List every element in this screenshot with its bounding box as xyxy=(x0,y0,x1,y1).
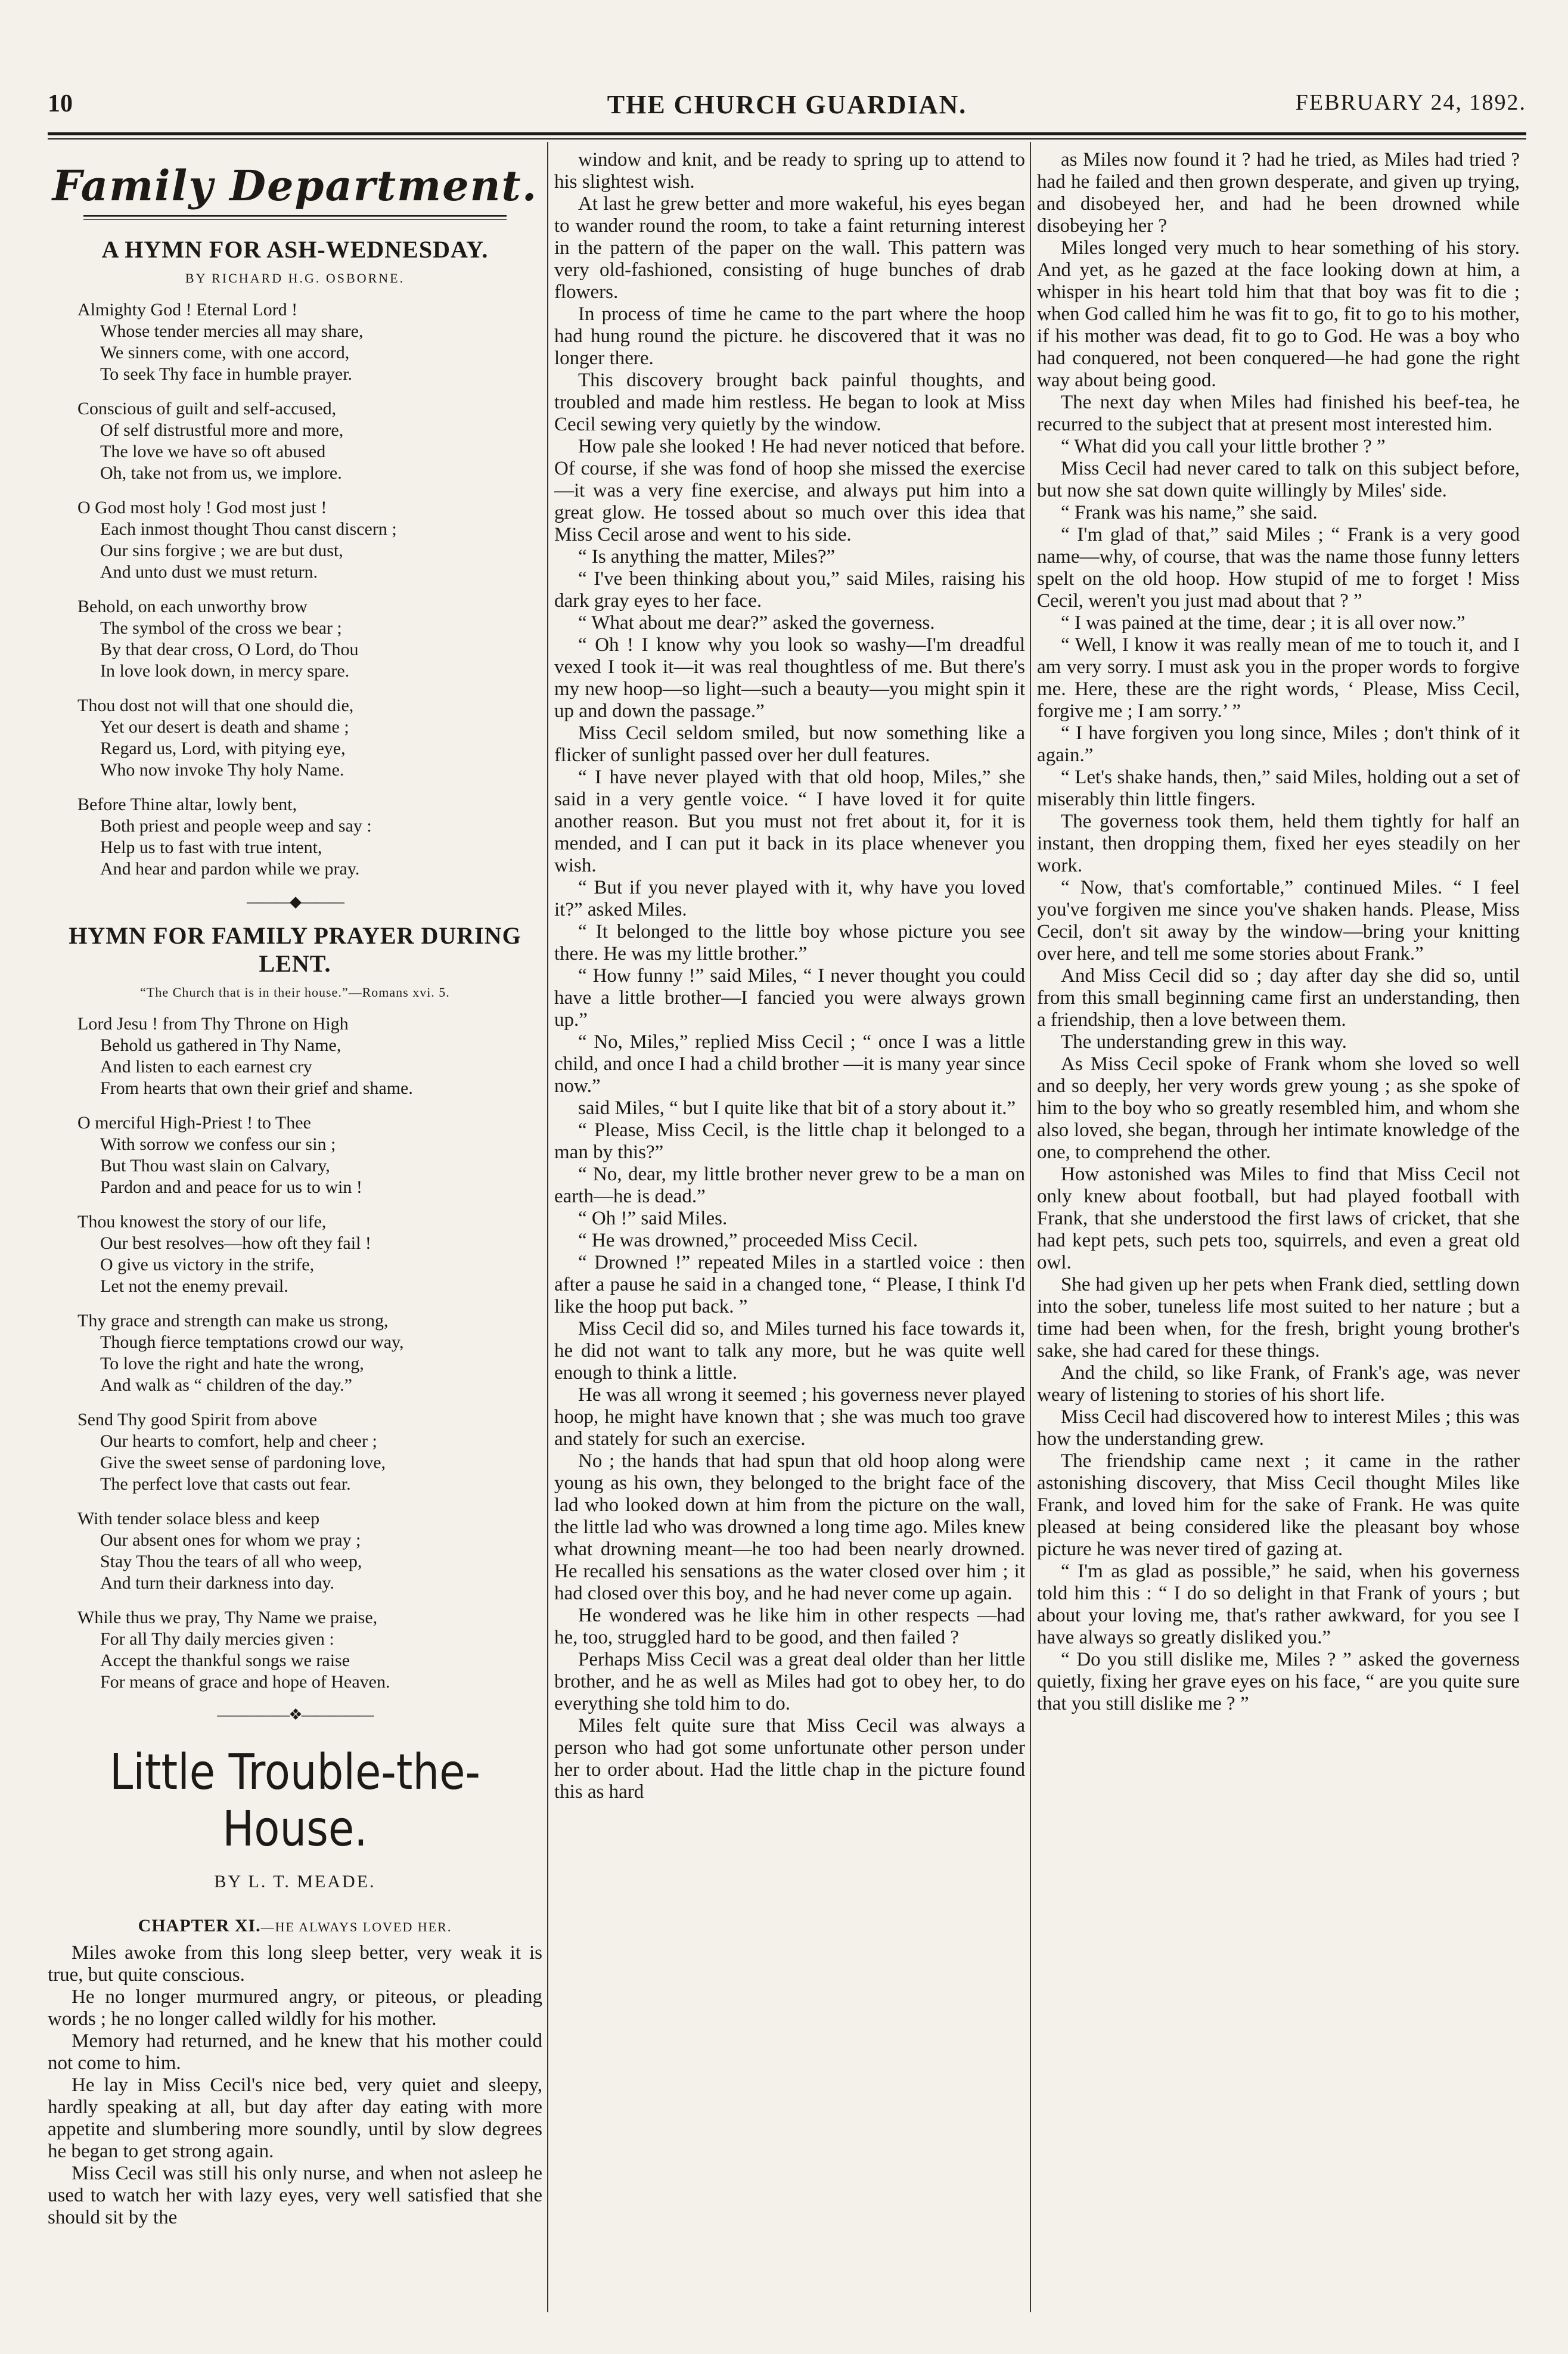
paragraph: “ How funny !” said Miles, “ I never thought you could have a little brother—I fancied you were always grown up.” xyxy=(554,965,1025,1031)
verse-line: Thou knowest the story of our life, xyxy=(77,1212,327,1232)
hymn-byline: BY RICHARD H.G. OSBORNE. xyxy=(185,271,405,286)
page-number: 10 xyxy=(48,90,73,117)
paragraph: Memory had returned, and he knew that his mother could not come to him. xyxy=(48,2030,542,2074)
verse-line: From hearts that own their grief and shame. xyxy=(100,1078,413,1098)
verse-line: Lord Jesu ! from Thy Throne on High xyxy=(77,1014,349,1034)
story-author: BY L. T. MEADE. xyxy=(214,1872,376,1891)
stanza xyxy=(77,1310,542,1396)
ornament-divider: ———◆——— xyxy=(247,893,343,910)
verse-line: For means of grace and hope of Heaven. xyxy=(100,1672,390,1692)
header-rule-thin xyxy=(48,138,1526,139)
column-1 xyxy=(48,149,542,2313)
verse-line: Though fierce temptations crowd our way, xyxy=(100,1332,404,1352)
paragraph: “ I was pained at the time, dear ; it is all over now.” xyxy=(1061,612,1465,634)
verse-line: And turn their darkness into day. xyxy=(100,1573,334,1593)
verse-line: Before Thine altar, lowly bent, xyxy=(77,795,297,814)
ornament-divider: —————❖————— xyxy=(217,1706,373,1723)
verse-line: With sorrow we confess our sin ; xyxy=(100,1134,336,1154)
story-text xyxy=(1037,149,1520,1715)
paragraph: “ What about me dear?” asked the governess. xyxy=(578,612,935,634)
stanza xyxy=(77,398,542,484)
paragraph: “ Now, that's comfortable,” continued Miles. “ I feel you've forgiven me since you've shaken hands. Please, Miss Cecil, don't sit away by the window—bring your knitting over here, and tell me some stories about Frank.” xyxy=(1037,877,1520,964)
column-2 xyxy=(554,149,1025,2313)
paragraph: This discovery brought back painful thoughts, and troubled and made him restless. He began to look at Miss Cecil sewing very quietly by the window. xyxy=(554,370,1025,435)
hymn-stanzas xyxy=(48,299,542,880)
verse-line: Behold us gathered in Thy Name, xyxy=(100,1035,341,1055)
verse-line: Regard us, Lord, with pitying eye, xyxy=(100,739,346,758)
paragraph: “ I'm glad of that,” said Miles ; “ Frank is a very good name—why, of course, that was the name those funny letters spelt on the old hoop. How stupid of me to forget ! Miss Cecil, weren't you just mad about that ? ” xyxy=(1037,524,1520,612)
paragraph: “ Oh !” said Miles. xyxy=(578,1208,728,1229)
verse-line: Help us to fast with true intent, xyxy=(100,838,322,857)
paragraph: Miss Cecil seldom smiled, but now something like a flicker of sunlight passed over her dull features. xyxy=(554,722,1025,766)
paragraph: Miss Cecil was still his only nurse, and when not asleep he used to watch her with lazy eyes, very well satisfied that she should sit by the xyxy=(48,2163,542,2228)
double-rule xyxy=(83,215,507,220)
paragraph: How astonished was Miles to find that Miss Cecil not only knew about football, but had played football with Frank, that she understood the first laws of cricket, that she had kept pets, such pets too, squirrels, and even a great old owl. xyxy=(1037,1164,1520,1273)
story-text xyxy=(48,1942,542,2229)
verse-line: For all Thy daily mercies given : xyxy=(100,1629,334,1649)
stanza xyxy=(77,794,542,880)
stanza xyxy=(77,1013,542,1099)
stanza xyxy=(77,1508,542,1594)
paragraph: He no longer murmured angry, or piteous, or pleading words ; he no longer called wildly for his mother. xyxy=(48,1986,542,2030)
verse-line: Our hearts to comfort, help and cheer ; xyxy=(100,1431,377,1451)
stanza xyxy=(77,1112,542,1198)
paragraph: “ Frank was his name,” she said. xyxy=(1061,502,1318,523)
verse-line: O give us victory in the strife, xyxy=(100,1255,315,1274)
verse-line: O God most holy ! God most just ! xyxy=(77,498,327,517)
issue-date: FEBRUARY 24, 1892. xyxy=(1295,90,1526,115)
paragraph: said Miles, “ but I quite like that bit of a story about it.” xyxy=(578,1097,1016,1119)
paragraph: “ Let's shake hands, then,” said Miles, holding out a set of miserably thin little fingers. xyxy=(1037,767,1520,810)
verse-line: Conscious of guilt and self-accused, xyxy=(77,399,337,418)
verse-line: Our absent ones for whom we pray ; xyxy=(100,1530,361,1550)
paragraph: “ Well, I know it was really mean of me to touch it, and I am very sorry. I must ask you in the proper words to forgive me. Here, these are the right words, ‘ Please, Miss Cecil, forgive me ; I am sorry.’ ” xyxy=(1037,634,1520,722)
paragraph: window and knit, and be ready to spring up to attend to his slightest wish. xyxy=(554,149,1025,193)
paragraph: And the child, so like Frank, of Frank's age, was never weary of listening to stories of his short life. xyxy=(1037,1362,1520,1406)
paragraph: “ No, dear, my little brother never grew to be a man on earth—he is dead.” xyxy=(554,1164,1025,1207)
paragraph: “ I have forgiven you long since, Miles ; don't think of it again.” xyxy=(1037,722,1520,766)
verse-line: Give the sweet sense of pardoning love, xyxy=(100,1453,386,1472)
header-rule-thick xyxy=(48,132,1526,135)
chapter-number: CHAPTER XI. xyxy=(138,1916,261,1936)
paragraph: At last he grew better and more wakeful, his eyes began to wander round the room, to take a faint returning interest in the pattern of the paper on the wall. This pattern was very old-fashioned, consisting of huge bunches of drab flowers. xyxy=(554,193,1025,303)
stanza xyxy=(77,299,542,385)
chapter-heading xyxy=(48,1916,542,1936)
verse-line: Of self distrustful more and more, xyxy=(100,420,344,440)
paragraph: As Miss Cecil spoke of Frank whom she loved so well and so deeply, her very words grew young ; as she spoke of him to the boy who so greatly resembled him, and whom she also loved, she began, through her intimate knowledge of the one, to comprehend the other. xyxy=(1037,1053,1520,1163)
paragraph: “ I have never played with that old hoop, Miles,” she said in a very gentle voice. “ I have loved it for quite another reason. But you must not fret about it, for it is mended, and I can put it back in its place whenever you wish. xyxy=(554,767,1025,876)
verse-line: Both priest and people weep and say : xyxy=(100,816,372,836)
stanza xyxy=(77,596,542,682)
paragraph: In process of time he came to the part where the hoop had hung round the picture. he discovered that it was no longer there. xyxy=(554,303,1025,369)
paragraph: “ I'm as glad as possible,” he said, when his governess told him this : “ I do so delight in that Frank of yours ; but about your loving me, that's rather awkward, for you see I have always so greatly disliked you.” xyxy=(1037,1561,1520,1648)
column-divider xyxy=(1030,142,1031,2312)
verse-line: Accept the thankful songs we raise xyxy=(100,1651,350,1670)
masthead xyxy=(48,89,1526,131)
verse-line: Let not the enemy prevail. xyxy=(100,1276,288,1296)
stanza xyxy=(77,497,542,583)
hymn-stanzas xyxy=(48,1013,542,1693)
paragraph: The understanding grew in this way. xyxy=(1061,1031,1347,1053)
newspaper-title: THE CHURCH GUARDIAN. xyxy=(607,90,967,119)
story-text xyxy=(554,149,1025,1803)
verse-line: Thou dost not will that one should die, xyxy=(77,696,354,715)
paragraph: “ But if you never played with it, why have you loved it?” asked Miles. xyxy=(554,877,1025,920)
verse-line: Pardon and and peace for us to win ! xyxy=(100,1177,362,1197)
paragraph: The governess took them, held them tightly for half an instant, then dropping them, fixed her eyes steadily on her work. xyxy=(1037,811,1520,876)
verse-line: We sinners come, with one accord, xyxy=(100,343,350,362)
verse-line: Our sins forgive ; we are but dust, xyxy=(100,541,343,560)
paragraph: “ It belonged to the little boy whose picture you see there. He was my little brother.” xyxy=(554,921,1025,964)
paragraph: Miles felt quite sure that Miss Cecil was always a person who had got some unfortunate other person under her to order about. Had the little chap in the picture found this as hard xyxy=(554,1715,1025,1803)
verse-line: Our best resolves—how oft they fail ! xyxy=(100,1233,371,1253)
paragraph: “ Do you still dislike me, Miles ? ” asked the governess quietly, fixing her grave eyes on his face, “ are you quite sure that you still dislike me ? ” xyxy=(1037,1649,1520,1714)
paragraph: Miles awoke from this long sleep better, very weak it is true, but quite conscious. xyxy=(48,1942,542,1986)
verse-line: The symbol of the cross we bear ; xyxy=(100,618,342,638)
paragraph: And Miss Cecil did so ; day after day she did so, until from this small beginning came first an understanding, then a friendship, then a love between them. xyxy=(1037,965,1520,1031)
paragraph: as Miles now found it ? had he tried, as Miles had tried ? had he failed and then grown desperate, and given up trying, and disobeyed her, and had he been drowned while disobeying her ? xyxy=(1037,149,1520,237)
verse-line: With tender solace bless and keep xyxy=(77,1509,320,1528)
verse-line: Yet our desert is death and shame ; xyxy=(100,717,349,737)
paragraph: The friendship came next ; it came in the rather astonishing discovery, that Miss Cecil thought Miles like Frank, and loved him for the sake of Frank. He was quite pleased at being considered like the pleasant boy whose picture he was never tired of gazing at. xyxy=(1037,1450,1520,1560)
stanza xyxy=(77,1409,542,1495)
paragraph: Miles longed very much to hear something of his story. And yet, as he gazed at the face looking down at him, a whisper in his heart told him that that boy was fit to die ; when God called him he was fit to go, fit to go to his mother, if his mother was dead, fit to go to God. He was a boy who had conquered, not been conquered—he had gone the right way about being good. xyxy=(1037,237,1520,391)
paragraph: Miss Cecil had never cared to talk on this subject before, but now she sat down quite willingly by Miles' side. xyxy=(1037,458,1520,501)
verse-line: And unto dust we must return. xyxy=(100,562,318,582)
verse-line: Send Thy good Spirit from above xyxy=(77,1410,317,1429)
verse-line: Each inmost thought Thou canst discern ; xyxy=(100,519,397,539)
paragraph: Miss Cecil had discovered how to interest Miles ; this was how the understanding grew. xyxy=(1037,1406,1520,1450)
verse-line: Behold, on each unworthy brow xyxy=(77,597,308,616)
verse-line: To love the right and hate the wrong, xyxy=(100,1354,364,1373)
paragraph: “ Oh ! I know why you look so washy—I'm dreadful vexed I took it—it was real thoughtless of me. But there's my new hoop—so light—such a beauty—you might spin it up and down the passage.” xyxy=(554,634,1025,722)
paragraph: He wondered was he like him in other respects —had he, too, struggled hard to be good, and then failed ? xyxy=(554,1605,1025,1648)
paragraph: “ What did you call your little brother ? ” xyxy=(1061,436,1386,457)
paragraph: “ I've been thinking about you,” said Miles, raising his dark gray eyes to her face. xyxy=(554,568,1025,612)
stanza xyxy=(77,1607,542,1693)
verse-line: And hear and pardon while we pray. xyxy=(100,859,360,879)
verse-line: Almighty God ! Eternal Lord ! xyxy=(77,300,298,320)
column-3 xyxy=(1037,149,1520,2313)
verse-line: But Thou wast slain on Calvary, xyxy=(100,1156,330,1176)
chapter-subtitle: —HE ALWAYS LOVED HER. xyxy=(260,1919,452,1934)
stanza xyxy=(77,695,542,781)
paragraph: The next day when Miles had finished his beef-tea, he recurred to the subject that at present most interested him. xyxy=(1037,392,1520,435)
column-divider xyxy=(547,142,548,2312)
verse-line: While thus we pray, Thy Name we praise, xyxy=(77,1608,378,1627)
paragraph: He lay in Miss Cecil's nice bed, very quiet and sleepy, hardly speaking at all, but day after day eating with more appetite and slumbering more soundly, until by slow degrees he began to get strong again. xyxy=(48,2074,542,2162)
hymn-title: HYMN FOR FAMILY PRAYER DURING LENT. xyxy=(69,922,521,977)
verse-line: And listen to each earnest cry xyxy=(100,1057,312,1077)
verse-line: To seek Thy face in humble prayer. xyxy=(100,364,353,384)
story-title: Little Trouble-the-House. xyxy=(110,1744,480,1857)
paragraph: Perhaps Miss Cecil was a great deal older than her little brother, and he as well as Miles had got to obey her, to do everything she told him to do. xyxy=(554,1649,1025,1714)
paragraph: She had given up her pets when Frank died, settling down into the sober, tuneless life most suited to her nature ; but a time had been when, for the fresh, bright young brother's sake, she had cared for these things. xyxy=(1037,1274,1520,1361)
paragraph: How pale she looked ! He had never noticed that before. Of course, if she was fond of hoop she missed the exercise—it was a very fine exercise, and always put him into a great glow. He tossed about so much over this idea that Miss Cecil arose and went to his side. xyxy=(554,436,1025,545)
verse-line: In love look down, in mercy spare. xyxy=(100,661,350,681)
department-title: Family Department. xyxy=(52,161,538,210)
verse-line: Oh, take not from us, we implore. xyxy=(100,463,342,483)
verse-line: And walk as “ children of the day.” xyxy=(100,1375,352,1395)
paragraph: “ Please, Miss Cecil, is the little chap it belonged to a man by this?” xyxy=(554,1119,1025,1163)
verse-line: Thy grace and strength can make us strong, xyxy=(77,1311,389,1330)
hymn-title: A HYMN FOR ASH-WEDNESDAY. xyxy=(101,236,489,263)
hymn-epigraph: “The Church that is in their house.”—Romans xvi. 5. xyxy=(140,985,450,1000)
paragraph: “ No, Miles,” replied Miss Cecil ; “ once I was a little child, and once I had a child brother —it is many year since now.” xyxy=(554,1031,1025,1097)
paragraph: “ Drowned !” repeated Miles in a startled voice : then after a pause he said in a changed tone, “ Please, I think I'd like the hoop put back. ” xyxy=(554,1252,1025,1317)
verse-line: The perfect love that casts out fear. xyxy=(100,1474,351,1494)
stanza xyxy=(77,1211,542,1297)
paragraph: “ He was drowned,” proceeded Miss Cecil. xyxy=(578,1230,918,1251)
verse-line: Whose tender mercies all may share, xyxy=(100,321,364,341)
paragraph: Miss Cecil did so, and Miles turned his face towards it, he did not want to talk any more, but he was quite well enough to think a little. xyxy=(554,1318,1025,1384)
paragraph: He was all wrong it seemed ; his governess never played hoop, he might have known that ; she was much too grave and stately for such an exercise. xyxy=(554,1384,1025,1450)
verse-line: Stay Thou the tears of all who weep, xyxy=(100,1552,362,1571)
paragraph: No ; the hands that had spun that old hoop along were young as his own, they belonged to the bright face of the lad who looked down at him from the picture on the wall, the little lad who was drowned a long time ago. Miles knew what drowning meant—he too had been nearly drowned. He recalled his sensations as the water closed over him ; it had closed over this boy, and he had never come up again. xyxy=(554,1450,1025,1604)
verse-line: O merciful High-Priest ! to Thee xyxy=(77,1113,311,1133)
verse-line: Who now invoke Thy holy Name. xyxy=(100,760,344,780)
verse-line: By that dear cross, O Lord, do Thou xyxy=(100,640,359,659)
verse-line: The love we have so oft abused xyxy=(100,442,326,461)
paragraph: “ Is anything the matter, Miles?” xyxy=(578,546,836,567)
